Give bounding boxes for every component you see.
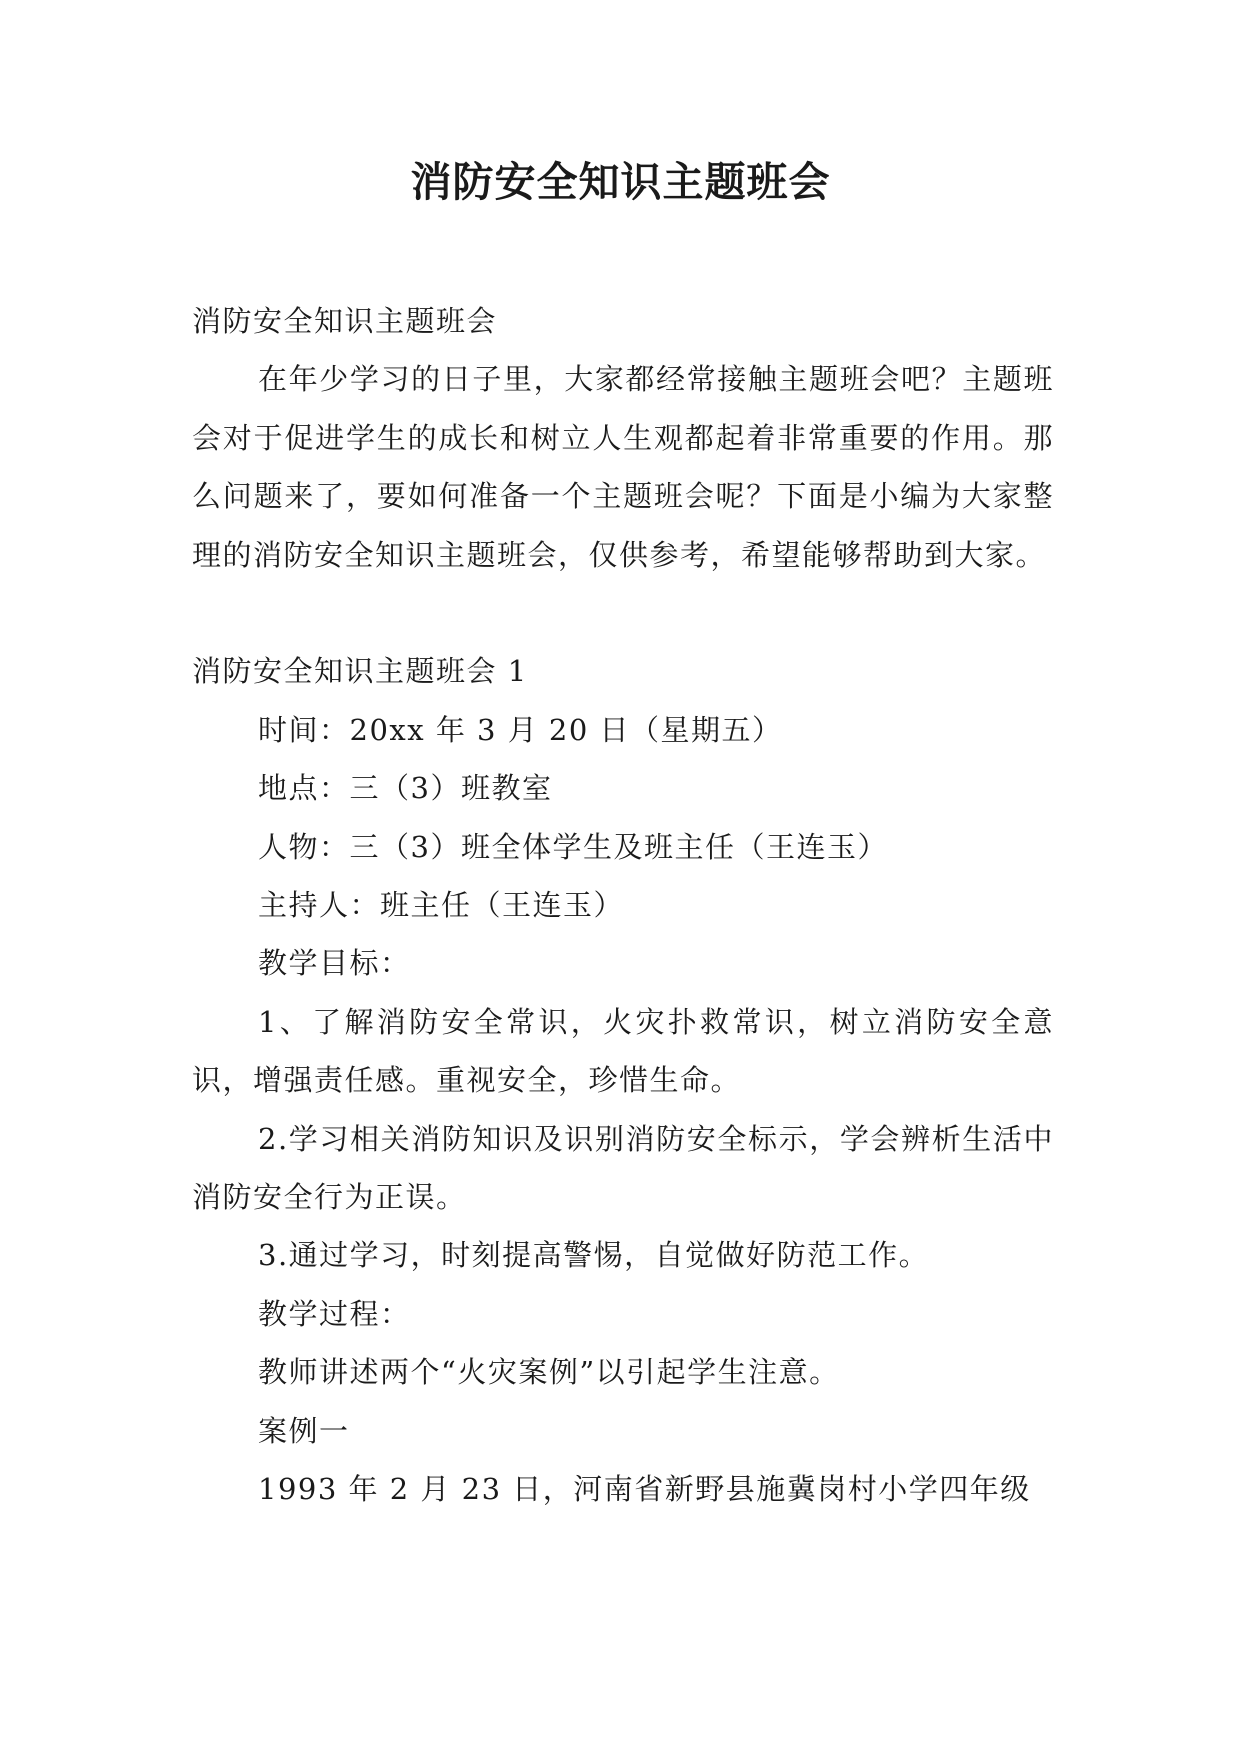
info-people: 人物：三（3）班全体学生及班主任（王连玉） bbox=[258, 829, 888, 864]
objectives-heading: 教学目标： bbox=[258, 946, 411, 981]
process-heading: 教学过程： bbox=[258, 1296, 411, 1331]
info-host: 主持人：班主任（王连玉） bbox=[258, 888, 625, 923]
case-heading: 案例一 bbox=[258, 1413, 350, 1448]
section-spacer bbox=[192, 584, 1054, 642]
objective-item: 1、了解消防安全常识，火灾扑救常识，树立消防安全意识，增强责任感。重视安全，珍惜生命。 bbox=[192, 1004, 1054, 1098]
objective-item: 3.通过学习，时刻提高警惕，自觉做好防范工作。 bbox=[258, 1238, 930, 1273]
info-location: 地点：三（3）班教室 bbox=[258, 771, 553, 806]
process-paragraph: 教师讲述两个“火灾案例”以引起学生注意。 bbox=[258, 1355, 840, 1390]
intro-paragraph: 在年少学习的日子里，大家都经常接触主题班会吧？主题班会对于促进学生的成长和树立人生观都起着非常重要的作用。那么问题来了，要如何准备一个主题班会呢？下面是小编为大家整理的消防安全知识主题班会，仅供参考，希望能够帮助到大家。 bbox=[192, 362, 1054, 572]
intro-heading: 消防安全知识主题班会 bbox=[192, 304, 498, 338]
objective-item: 2.学习相关消防知识及识别消防安全标示，学会辨析生活中消防安全行为正误。 bbox=[192, 1121, 1054, 1215]
info-time: 时间：20xx 年 3 月 20 日（星期五） bbox=[258, 712, 783, 747]
document-body bbox=[192, 292, 1054, 1519]
document-title: 消防安全知识主题班会 bbox=[410, 158, 831, 206]
case-paragraph: 1993 年 2 月 23 日，河南省新野县施冀岗村小学四年级 bbox=[258, 1472, 1031, 1507]
section-heading: 消防安全知识主题班会 1 bbox=[192, 654, 528, 689]
